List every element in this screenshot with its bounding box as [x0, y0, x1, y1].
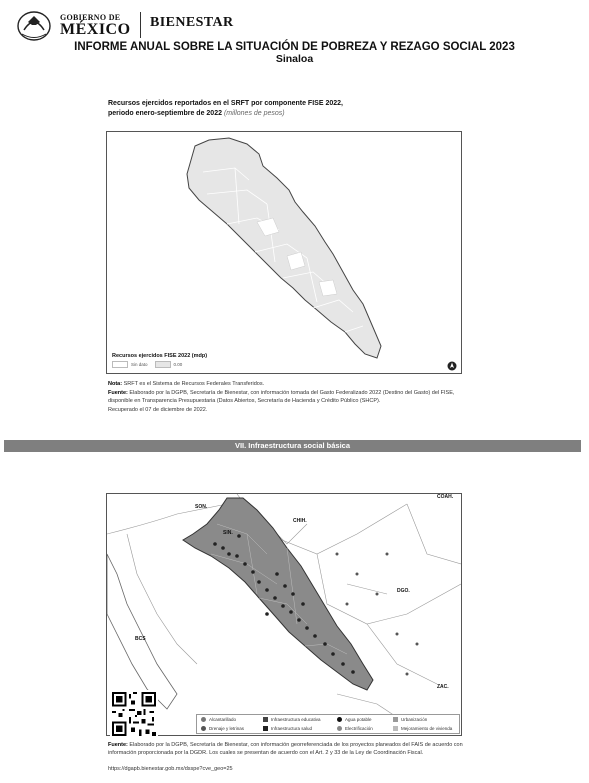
figure1-retrieved: Recuperado el 07 de diciembre de 2022. — [108, 406, 208, 413]
infrastructure-projects-map — [106, 493, 462, 736]
legend-item: Drenaje y letrinas — [201, 726, 244, 731]
section-heading: VII. Infraestructura social básica — [4, 440, 581, 452]
bienestar-logo-text: BIENESTAR — [150, 15, 234, 30]
report-subtitle: Sinaloa — [275, 53, 314, 65]
note-text: SRFT es el Sistema de Recursos Federales Transferidos. — [123, 381, 265, 387]
state-label-zac: ZAC. — [437, 684, 449, 690]
sinaloa-map-shape — [107, 132, 461, 373]
source2-text: Elaborado por la DGPB, Secretaría de Bienestar, con información georreferenciada de los proyectos planeados del FAIS de acuerdo con información proporcionada por la DGDR. Los cuales se presentan de acuerdo con el Art. 2 y 33 de la Ley de Coordinación Fiscal. — [108, 742, 463, 756]
sinaloa-municipal-map — [106, 131, 462, 374]
figure1-legend-title: Recursos ejercidos FISE 2022 (mdp) — [112, 353, 208, 359]
legend-marker-icon — [393, 717, 398, 722]
figure1-title-units: (millones de pesos) — [223, 110, 285, 117]
state-label-coah: COAH. — [437, 494, 454, 500]
source-label: Fuente: — [108, 389, 128, 396]
legend-swatch-zero — [155, 361, 171, 368]
figure1-note — [108, 380, 463, 389]
legend-item: Mejoramiento de vivienda — [393, 726, 452, 731]
logo-divider — [140, 12, 141, 38]
legend-item: Alcantarillado — [201, 717, 236, 722]
figure2-url: https://dgapb.bienestar.gob.mx/dsspe?cve_geo=25 — [108, 766, 233, 772]
figure1-notes — [108, 380, 463, 414]
figure1-legend — [112, 361, 182, 368]
state-label-sin: SIN. — [223, 530, 233, 536]
source-text: Elaborado por la DGPB, Secretaría de Bienestar, con información tomada del Gasto Federalizado 2022 (Destino del Gasto) del FISE, disponible en Transparencia Presupuestaria (Datos Abiertos, Secretaría de Hacienda y Crédito Público (SHCP). — [108, 389, 455, 404]
legend-marker-icon — [337, 726, 342, 731]
note-label: Nota: — [108, 381, 123, 387]
legend-item: Infraestructura educativa — [263, 717, 321, 722]
legend-marker-icon — [263, 726, 268, 731]
legend-item: Urbanización — [393, 717, 427, 722]
legend-marker-icon — [201, 717, 206, 722]
legend-marker-icon — [263, 717, 268, 722]
legend-item-zero: 0.00 — [173, 362, 183, 367]
regional-map-shape — [107, 494, 461, 735]
state-label-chih: CHIH. — [293, 518, 307, 524]
legend-item-nodata: Sin dato — [131, 362, 148, 367]
coat-of-arms-icon — [14, 8, 54, 42]
figure1-title-period: periodo enero-septiembre de 2022 — [108, 110, 222, 117]
north-arrow-icon — [447, 361, 457, 371]
government-logo — [14, 8, 304, 42]
qr-code-icon — [110, 690, 158, 738]
figure1-title — [108, 99, 468, 119]
figure1-source — [108, 389, 463, 406]
report-title: INFORME ANUAL SOBRE LA SITUACIÓN DE POBREZA Y REZAGO SOCIAL 2023 — [74, 41, 515, 53]
legend-item: Electrificación — [337, 726, 373, 731]
legend-marker-icon — [201, 726, 206, 731]
legend-marker-icon — [393, 726, 398, 731]
figure2-source — [108, 741, 463, 757]
gob-line1: GOBIERNO DE — [60, 13, 121, 22]
state-label-son: SON. — [195, 504, 208, 510]
state-label-bcs: BCS — [135, 636, 146, 642]
figure1-title-line1: Recursos ejercidos reportados en el SRFT por componente FISE 2022, — [108, 100, 343, 107]
source2-label: Fuente: — [108, 742, 128, 748]
state-label-dgo: DGO. — [397, 588, 410, 594]
gob-line2: MÉXICO — [60, 21, 131, 38]
legend-item: Agua potable — [337, 717, 372, 722]
legend-swatch-nodata — [112, 361, 128, 368]
legend-item: Infraestructura salud — [263, 726, 312, 731]
figure1-title-line2 — [108, 109, 468, 119]
figure2-legend — [196, 714, 460, 734]
legend-marker-icon — [337, 717, 342, 722]
